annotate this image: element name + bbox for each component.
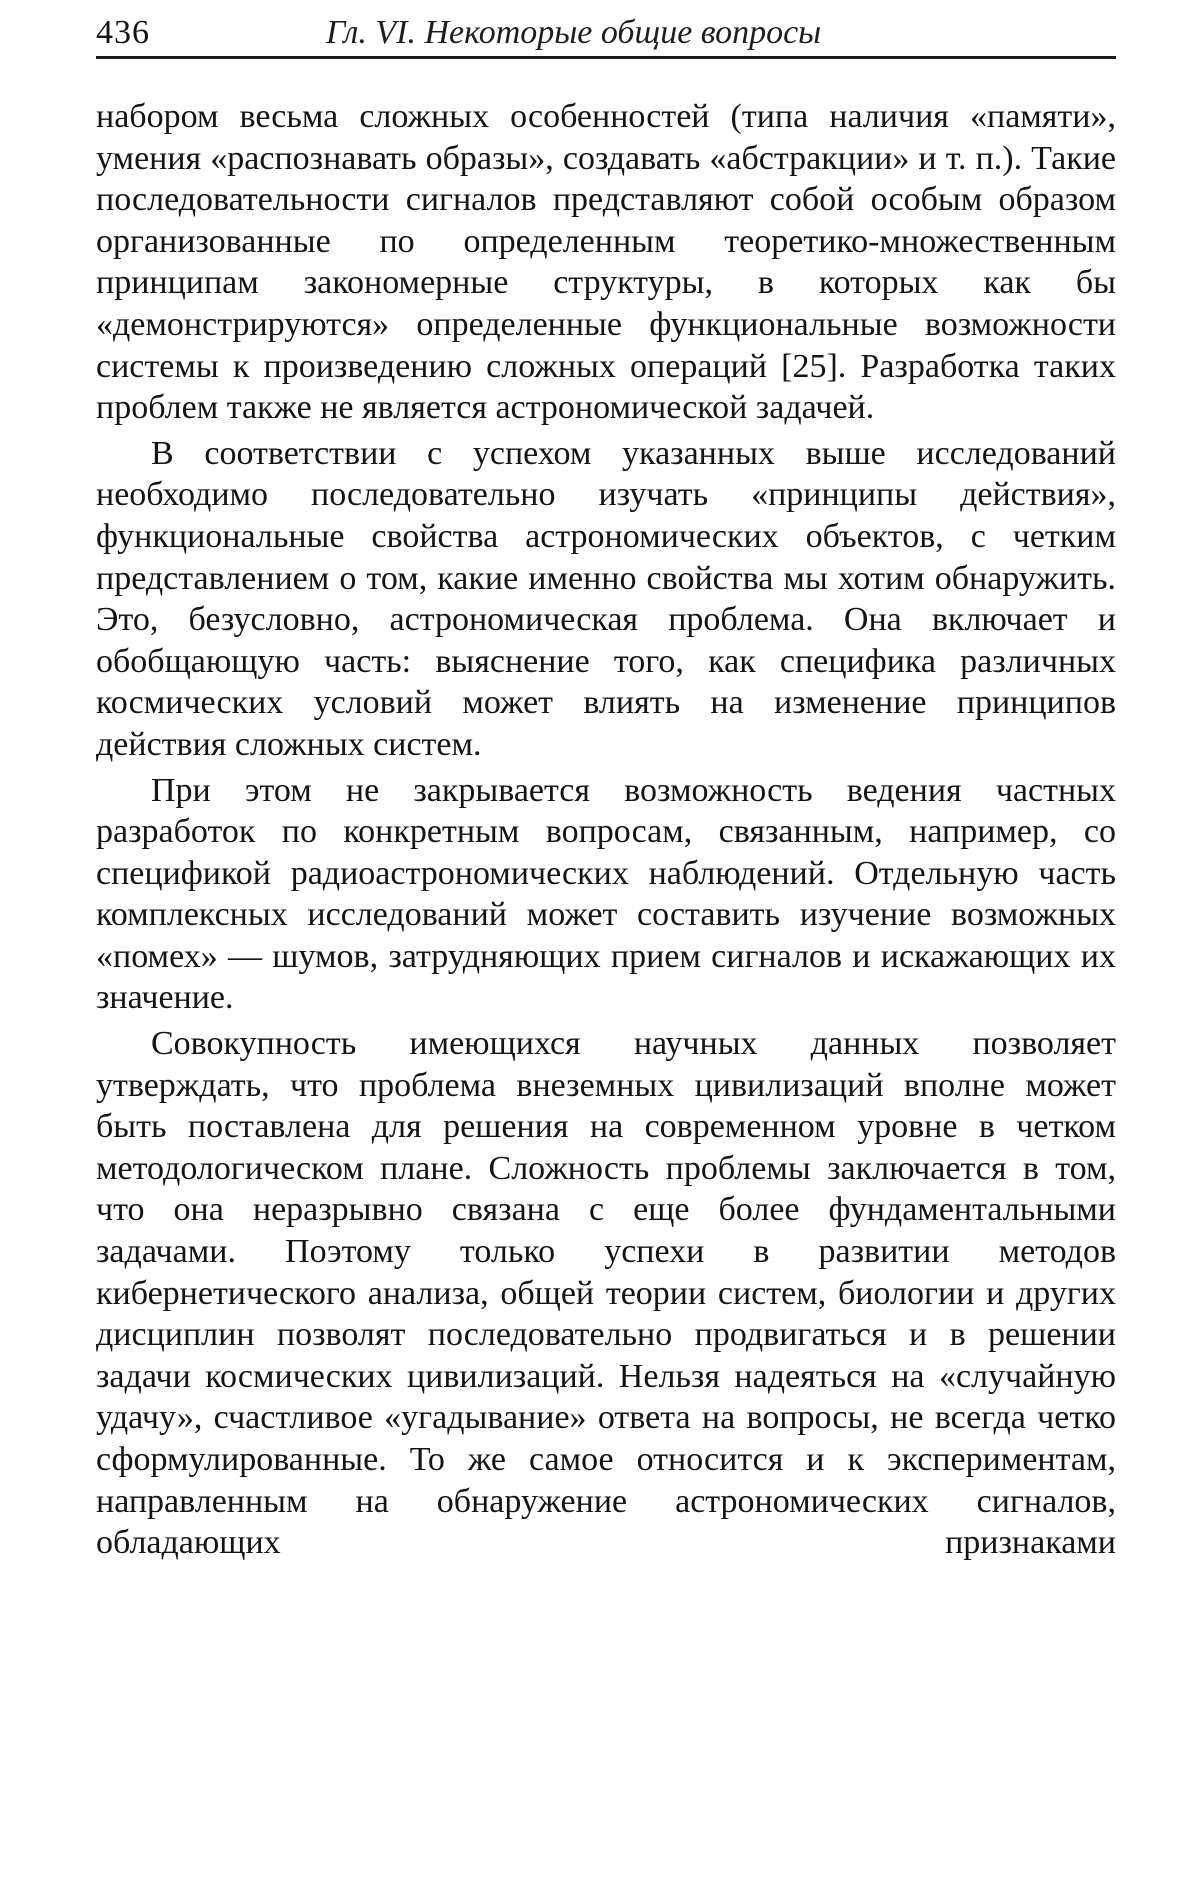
page-header [96,8,1116,60]
paragraph-3: При этом не закрывается возможность ведения частных разработок по конкретным вопросам, связанным, например, со спецификой радиоастрономических наблюдений. Отдельную часть комплексных исследований может составить изучение возможных «помех» — шумов, затрудняющих прием сигналов и искажающих их значение. [96,771,1116,1017]
paragraph-2: В соответствии с успехом указанных выше исследований необходимо последовательно изучать «принципы действия», функциональные свойства астрономических объектов, с четким представлением о том, какие именно свойства мы хотим обнаружить. Это, безусловно, астрономическая проблема. Она включает и обобщающую часть: выяснение того, как специфика различных космических условий может влиять на изменение принципов действия сложных систем. [96,434,1116,763]
paragraph-1: набором весьма сложных особенностей (типа наличия «памяти», умения «распознавать образы», создавать «абстракции» и т. п.). Такие последовательности сигналов представляют собой особым образом организованные по определенным теоретико-множественным принципам закономерные структуры, в которых как бы «демонстрируются» определенные функциональные возможности системы к произведению сложных операций [25]. Разработка таких проблем также не является астрономической задачей. [96,98,1116,427]
page-number: 436 [96,14,150,51]
paragraph-4: Совокупность имеющихся научных данных позволяет утверждать, что проблема внеземных цивилизаций вполне может быть поставлена для решения на современном уровне в четком методологическом плане. Сложность проблемы заключается в том, что она неразрывно связана с еще более фундаментальными задачами. Поэтому только успехи в развитии методов кибернетического анализа, общей теории систем, биологии и других дисциплин позволят последовательно продвигаться и в решении задачи космических цивилизаций. Нельзя надеяться на «случайную удачу», счастливое «угадывание» ответа на вопросы, не всегда четко сформулированные. То же самое относится и к экспериментам, направленным на обнаружение астрономических сигналов, обладающих признаками [96,1025,1116,1562]
running-title: Гл. VI. Некоторые общие вопросы [326,14,822,51]
page-body [96,96,1116,1876]
header-rule [96,56,1116,59]
